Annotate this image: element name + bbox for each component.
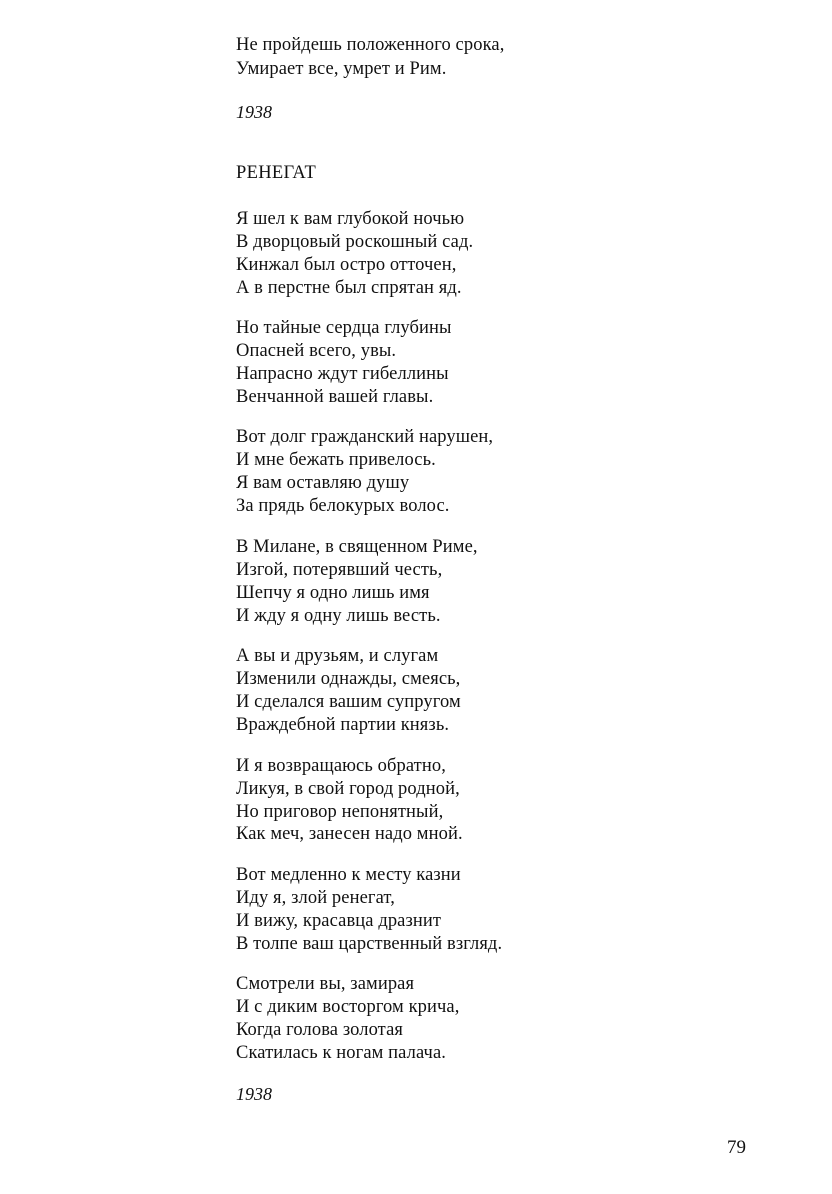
poem-title: РЕНЕГАТ xyxy=(236,163,317,183)
poem-line: В дворцовый роскошный сад. xyxy=(236,232,474,252)
prev-poem-line: Умирает все, умрет и Рим. xyxy=(236,59,447,79)
poem-line: Изменили однажды, смеясь, xyxy=(236,669,461,689)
poem-line: И с диким восторгом крича, xyxy=(236,997,460,1017)
poem-line: Смотрели вы, замирая xyxy=(236,974,415,994)
poem-line: Изгой, потерявший честь, xyxy=(236,560,443,580)
poem-line: Кинжал был остро отточен, xyxy=(236,255,457,275)
poem-line: Но приговор непонятный, xyxy=(236,802,444,822)
poem-line: Я шел к вам глубокой ночью xyxy=(236,209,465,229)
poem-line: А вы и друзьям, и слугам xyxy=(236,646,439,666)
poem-line: Напрасно ждут гибеллины xyxy=(236,364,449,384)
poem-line: Я вам оставляю душу xyxy=(236,473,410,493)
poem-line: А в перстне был спрятан яд. xyxy=(236,278,462,298)
poem-line: Скатилась к ногам палача. xyxy=(236,1043,446,1063)
page-number: 79 xyxy=(727,1137,746,1158)
poem-line: В толпе ваш царственный взгляд. xyxy=(236,934,503,954)
poem-line: Вот медленно к месту казни xyxy=(236,865,461,885)
prev-poem-date: 1938 xyxy=(236,102,272,122)
poem-line: И сделался вашим супругом xyxy=(236,692,461,712)
poem-line: Как меч, занесен надо мной. xyxy=(236,824,463,844)
poem-line: Опасней всего, увы. xyxy=(236,341,397,361)
poem-line: Вот долг гражданский нарушен, xyxy=(236,427,494,447)
poem-line: И мне бежать привелось. xyxy=(236,450,436,470)
poem-line: Но тайные сердца глубины xyxy=(236,318,452,338)
poem-line: Когда голова золотая xyxy=(236,1020,404,1040)
poem-line: Шепчу я одно лишь имя xyxy=(236,583,430,603)
poem-date: 1938 xyxy=(236,1084,272,1104)
poem-line: Венчанной вашей главы. xyxy=(236,387,434,407)
prev-poem-line: Не пройдешь положенного срока, xyxy=(236,35,505,55)
poem-line: В Милане, в священном Риме, xyxy=(236,537,478,557)
poem-line: И я возвращаюсь обратно, xyxy=(236,756,446,776)
poem-line: Иду я, злой ренегат, xyxy=(236,888,395,908)
poem-line: Ликуя, в свой город родной, xyxy=(236,779,460,799)
poem-line: Враждебной партии князь. xyxy=(236,715,450,735)
poem-line: За прядь белокурых волос. xyxy=(236,496,450,516)
poem-line: И жду я одну лишь весть. xyxy=(236,606,441,626)
poem-line: И вижу, красавца дразнит xyxy=(236,911,442,931)
